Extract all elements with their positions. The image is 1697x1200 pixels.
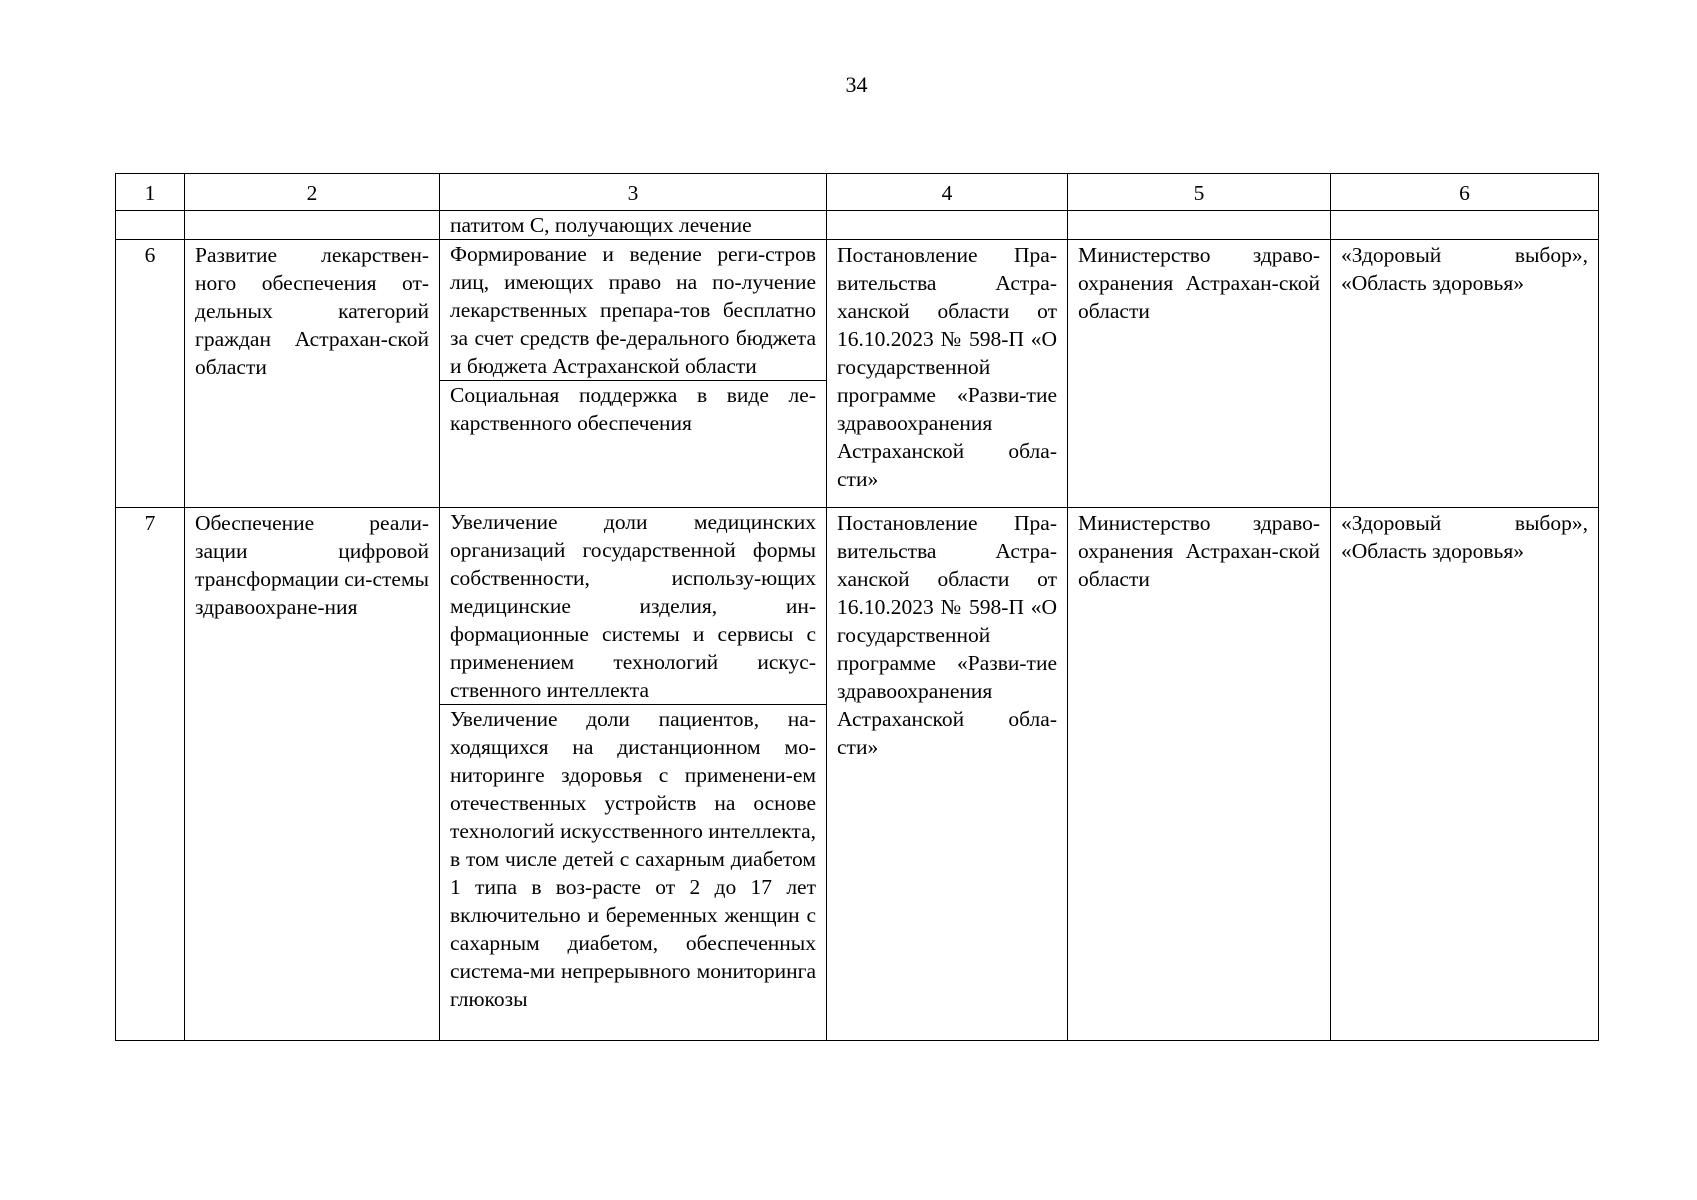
row-number: 6 (116, 240, 185, 508)
table-row (116, 508, 1599, 1041)
header-cell-6: 6 (1331, 174, 1599, 211)
indicator-item: Социальная поддержка в виде ле-карственного обеспечения (440, 380, 826, 437)
indicator-item: Увеличение доли пациентов, на-ходящихся на дистанционном мо-ниторинге здоровья с применени-ем отечественных устройств на основе технологий искусственного интеллекта, в том числе детей с сахарным диабетом 1 типа в воз-расте от 2 до 17 лет включительно и беременных женщин с сахарным диабетом, обеспеченных системa-ми непрерывного мониторинга глюкозы (440, 704, 826, 1013)
page-number: 34 (845, 72, 868, 97)
data-table (115, 173, 1599, 1041)
header-cell-4: 4 (827, 174, 1068, 211)
header-cell-2: 2 (185, 174, 440, 211)
national-projects: «Здоровый выбор», «Область здоровья» (1331, 240, 1599, 508)
indicator-item: Формирование и ведение реги-стров лиц, имеющих право на по-лучение лекарственных препара-тов бесплатно за счет средств фе-дерального бюджета и бюджета Астраханской области (450, 242, 816, 378)
direction-name: Обеспечение реали-зации цифровой трансформации си-стемы здравоохране-ния (185, 508, 440, 1041)
legal-document: Постановление Пра-вительства Астра-ханской области от 16.10.2023 № 598-П «О государственной программе «Разви-тие здравоохранения Астраханской обла-сти» (827, 240, 1068, 508)
table-row (116, 240, 1599, 508)
indicators-cell (440, 508, 827, 1041)
header-cell-1: 1 (116, 174, 185, 211)
indicator-item: Увеличение доли медицинских организаций государственной формы собственности, использу-ющих медицинские изделия, ин-формационные системы и сервисы с применением технологий искус-ственного интеллекта (450, 510, 816, 702)
executor: Министерство здраво-охранения Астрахан-ской области (1068, 508, 1331, 1041)
header-cell-3: 3 (440, 174, 827, 211)
row-number: 7 (116, 508, 185, 1041)
continuation-row (116, 211, 1599, 240)
table-header-row (116, 174, 1599, 211)
legal-document: Постановление Пра-вительства Астра-ханской области от 16.10.2023 № 598-П «О государственной программе «Разви-тие здравоохранения Астраханской обла-сти» (827, 508, 1068, 1041)
executor: Министерство здраво-охранения Астрахан-ской области (1068, 240, 1331, 508)
continuation-indicator: патитом С, получающих лечение (440, 211, 827, 240)
indicators-cell (440, 240, 827, 508)
national-projects: «Здоровый выбор», «Область здоровья» (1331, 508, 1599, 1041)
direction-name: Развитие лекарствен-ного обеспечения от-дельных категорий граждан Астрахан-ской области (185, 240, 440, 508)
header-cell-5: 5 (1068, 174, 1331, 211)
